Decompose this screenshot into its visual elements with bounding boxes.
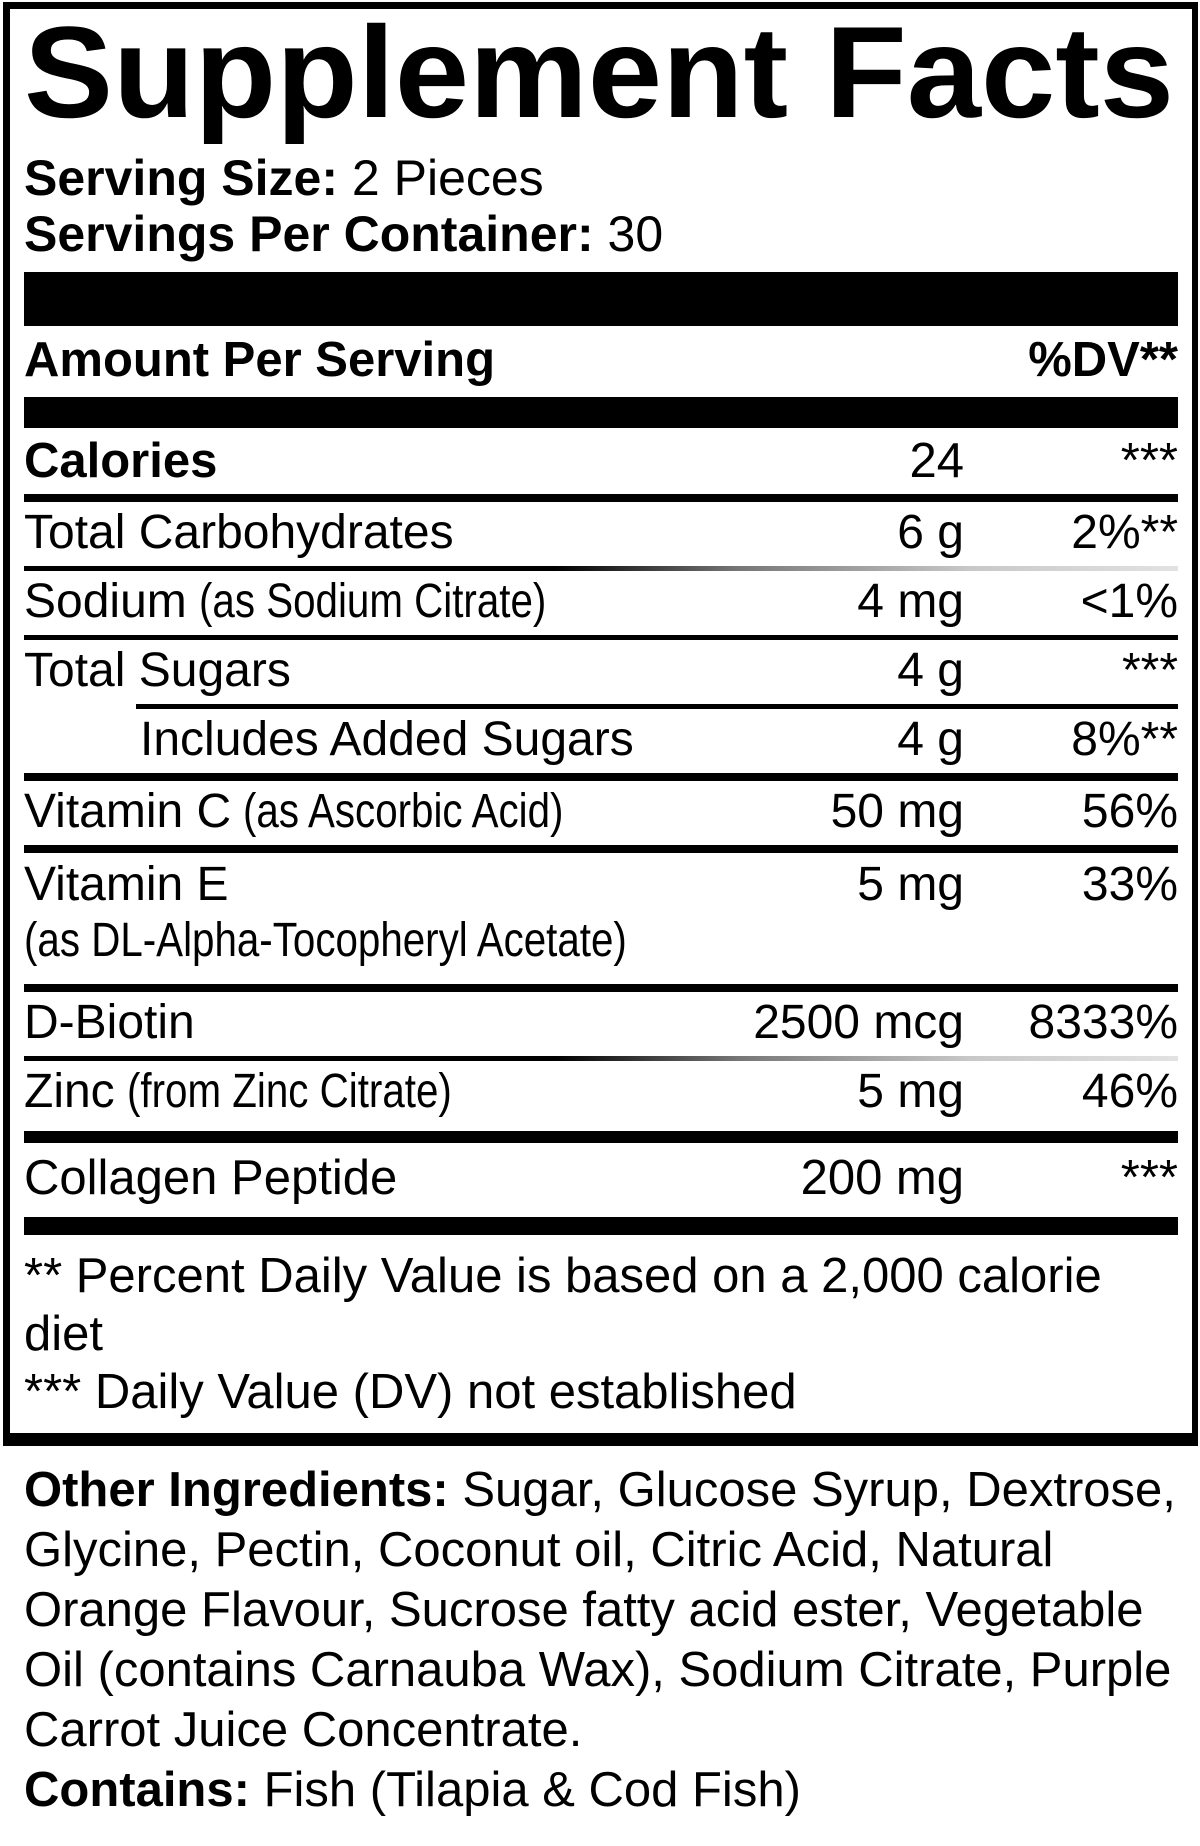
contains-paragraph [24,1760,1186,1820]
servings-per-container-value: 30 [607,206,664,262]
dv-header: %DV** [1028,333,1178,387]
nutrient-detail: (as Ascorbic Acid) [243,785,564,838]
nutrient-amount: 50 mg [830,785,964,838]
nutrient-name: Collagen Peptide [24,1151,398,1205]
nutrient-dv: *** [1120,1151,1178,1205]
nutrient-dv: <1% [1080,575,1178,628]
servings-per-container-row [24,206,1178,262]
servings-per-container-label: Servings Per Container: [24,206,594,262]
nutrient-dv: 2%** [1071,506,1178,559]
footnote-dv-not-established: *** Daily Value (DV) not established [24,1365,797,1419]
nutrient-amount: 4 mg [857,575,964,628]
ingredients-section [24,1460,1186,1820]
nutrient-amount: 6 g [897,506,964,559]
nutrient-dv: 46% [1081,1065,1178,1118]
nutrient-row-collagen-peptide [24,1143,1178,1217]
nutrient-row-zinc [24,1061,1178,1125]
nutrient-detail: (as DL-Alpha-Tocopheryl Acetate) [24,914,627,967]
calories-amount: 24 [909,434,964,488]
other-ingredients-paragraph [24,1460,1186,1760]
serving-size-value: 2 Pieces [351,150,544,206]
divider-thick [24,845,1178,853]
nutrient-row-total-carbohydrates [24,502,1178,566]
footnote-dv-basis: ** Percent Daily Value is based on a 2,000 calorie diet [24,1249,1102,1361]
footnotes [24,1235,1178,1421]
nutrient-amount: 5 mg [857,858,964,911]
panel-title: Supplement Facts [24,14,1174,145]
nutrient-name: Includes Added Sugars [140,713,634,766]
other-ingredients-text: Sugar, Glucose Syrup, Dextrose, Glycine, Pectin, Coconut oil, Citric Acid, Natural Orange Flavour, Sucrose fatty acid ester, Vegetable Oil (contains Carnauba Wax), Sodium Citrate, Purple Carrot Juice Concentrate. [24,1463,1176,1757]
calories-dv: *** [1120,434,1178,488]
nutrient-name: Vitamin E [24,858,229,911]
divider-thick [24,773,1178,781]
separator-bar-footnote [24,1217,1178,1235]
separator-bar-header [24,397,1178,428]
nutrient-name: Vitamin C [24,785,232,838]
nutrient-row-d-biotin [24,992,1178,1056]
nutrient-amount: 2500 mcg [753,996,964,1049]
divider-thick [24,984,1178,992]
nutrient-name: Sodium [24,575,187,628]
contains-text: Fish (Tilapia & Cod Fish) [263,1763,801,1817]
nutrient-name: Total Carbohydrates [24,506,454,559]
nutrient-dv: 8333% [1028,996,1178,1049]
nutrient-amount: 200 mg [800,1151,964,1205]
nutrient-amount: 4 g [897,713,964,766]
divider-thick [24,494,1178,502]
nutrient-row-sodium [24,571,1178,635]
nutrient-row-vitamin-c [24,781,1178,845]
calories-row [24,428,1178,494]
nutrient-name: Zinc [24,1065,115,1118]
contains-label: Contains: [24,1763,250,1817]
nutrient-dv: 56% [1081,785,1178,838]
serving-size-label: Serving Size: [24,150,338,206]
nutrient-row-vitamin-e [24,853,1178,984]
nutrient-detail: (as Sodium Citrate) [198,575,547,628]
panel-title-graphic [24,14,1177,150]
serving-size-row [24,150,1178,206]
separator-bar-top [24,272,1178,326]
nutrient-detail: (from Zinc Citrate) [126,1065,452,1118]
nutrient-dv: 33% [1081,858,1178,911]
nutrient-dv: 8%** [1071,713,1178,766]
supplement-facts-panel [3,2,1198,1446]
amount-per-serving-header: Amount Per Serving [24,333,496,387]
nutrient-row-total-sugars [24,640,1178,704]
nutrient-row-added-sugars [24,709,1178,773]
calories-name: Calories [24,434,218,488]
nutrient-name: Total Sugars [24,644,291,697]
nutrient-amount: 4 g [897,644,964,697]
other-ingredients-label: Other Ingredients: [24,1463,449,1517]
separator-bar-zinc [24,1131,1178,1143]
nutrient-dv: *** [1121,644,1178,697]
nutrient-name: D-Biotin [24,996,195,1049]
table-header-row [24,326,1178,397]
nutrient-amount: 5 mg [857,1065,964,1118]
